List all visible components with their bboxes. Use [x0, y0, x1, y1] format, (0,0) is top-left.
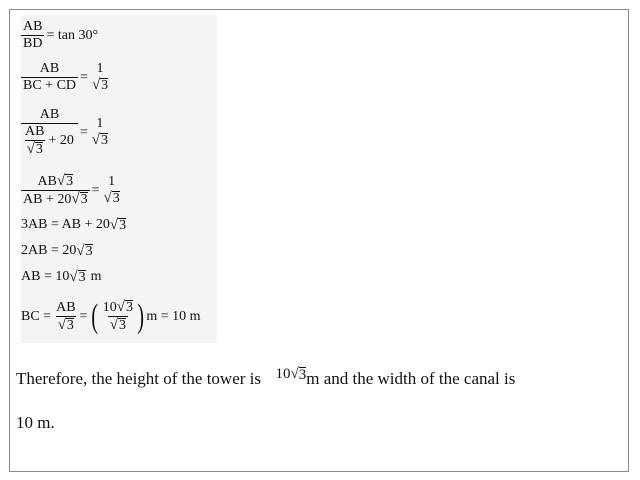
sqrt: √ 3: [109, 217, 127, 233]
sqrt: √ 3: [103, 190, 120, 206]
compound-fraction: [21, 107, 78, 158]
rhs: = tan 30°: [46, 27, 99, 43]
sqrt: √ 3: [109, 317, 126, 333]
fraction-rhs: [90, 61, 110, 94]
step-5: 3AB = AB + 20 √ 3: [21, 217, 127, 233]
equals-sign: =: [79, 308, 88, 324]
solution-steps-image: [21, 15, 217, 343]
sqrt: √ 3: [71, 191, 88, 207]
numerator: AB: [39, 61, 60, 76]
step-2: [21, 61, 110, 94]
answer-frame: [9, 9, 629, 472]
fraction: [21, 19, 44, 52]
sqrt: √ 3: [116, 299, 133, 315]
denominator: AB √ 3 + 20: [21, 123, 78, 158]
sqrt: √ 3: [57, 316, 74, 333]
radical-icon: √: [290, 366, 299, 382]
inner-fraction: AB √ 3: [25, 124, 45, 157]
left-paren-icon: (: [91, 297, 99, 335]
fraction: [21, 61, 78, 94]
fraction: AB √ 3 AB + 20 √ 3: [23, 173, 88, 207]
sqrt: √ 3: [76, 243, 93, 259]
height-value: 10 √ 3: [275, 366, 307, 383]
fraction-paren: 10 √ 3 √ 3: [102, 299, 133, 333]
step-4: [21, 173, 122, 208]
conclusion-line-2: 10 m.: [16, 413, 55, 432]
sqrt: √ 3: [56, 173, 74, 189]
fraction: AB √ 3: [56, 299, 76, 333]
radical-icon: √: [91, 77, 101, 93]
radical-icon: √: [91, 132, 100, 148]
denominator: [90, 77, 110, 94]
equals-sign: =: [79, 124, 88, 140]
step-7: AB = 10 √ 3 m: [21, 269, 102, 285]
numerator: AB: [39, 107, 60, 122]
sqrt: √ 3: [91, 132, 108, 148]
radical-icon: √: [57, 316, 66, 333]
radical-icon: √: [69, 269, 78, 285]
radical-icon: √: [109, 317, 118, 333]
denominator: BD: [23, 36, 43, 51]
step-1: [21, 19, 100, 52]
step-3: [21, 107, 110, 158]
equals-sign: =: [80, 69, 88, 85]
step-6: 2AB = 20 √ 3: [21, 243, 93, 259]
radical-icon: √: [26, 141, 35, 157]
radical-icon: √: [103, 190, 112, 206]
radical-icon: √: [76, 243, 85, 259]
radical-icon: √: [71, 191, 80, 207]
equals-sign: =: [91, 182, 100, 198]
radical-icon: √: [56, 173, 66, 189]
fraction-rhs: 1 √ 3: [103, 174, 120, 206]
radical-icon: √: [109, 217, 119, 233]
conclusion-line-1: Therefore, the height of the tower is 10 √ 3 m and the width of the canal is: [16, 366, 516, 388]
radical-icon: √: [116, 299, 125, 315]
step-8: BC = AB √ 3 = ( 10 √ 3 √ 3 ) m = 10 m: [21, 297, 201, 335]
sqrt: √ 3: [69, 269, 86, 285]
right-paren-icon: ): [137, 297, 145, 335]
sqrt: √ 3: [26, 141, 43, 157]
sqrt: √ 3: [91, 77, 109, 93]
denominator: BC + CD: [23, 78, 77, 93]
numerator: AB: [23, 19, 43, 34]
fraction-rhs: 1 √ 3: [91, 116, 108, 148]
numerator: 1: [96, 61, 104, 76]
